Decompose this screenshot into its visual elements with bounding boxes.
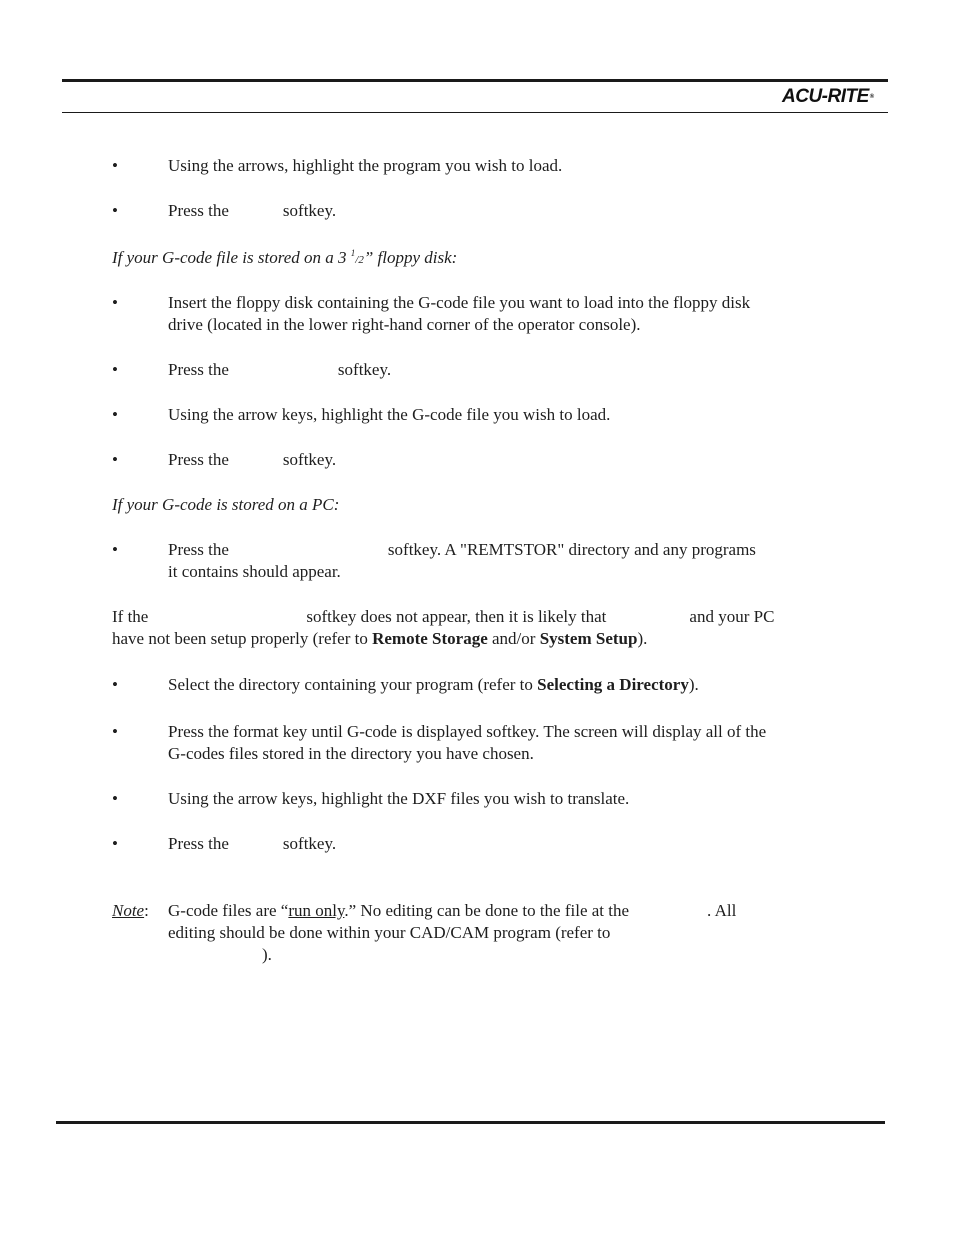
pc-note-line2: have not been setup properly (refer to Remote Storage and/or System Setup). [112, 629, 648, 648]
bullet: • [112, 405, 118, 424]
header-rule-thin [62, 112, 888, 113]
step-text: Select the directory containing your program (refer to Selecting a Directory). [168, 675, 699, 694]
pc-note-line1: If the softkey does not appear, then it is likely that and your PC [112, 607, 775, 626]
step-text-line2: it contains should appear. [168, 562, 341, 581]
step-before: Press the [168, 201, 229, 220]
bullet: • [112, 156, 118, 175]
header-rule-thick [62, 79, 888, 82]
acu-rite-logo [782, 86, 874, 108]
step-text-line1: Press the softkey. A "REMTSTOR" directory and any programs [168, 540, 756, 559]
bullet: • [112, 722, 118, 741]
registered-mark: ® [869, 94, 874, 100]
step-text: Press the softkey. [168, 450, 337, 469]
step-text: Using the arrow keys, highlight the G-code file you wish to load. [168, 405, 611, 424]
note-line1: G-code files are “run only.” No editing can be done to the file at the . All [168, 901, 737, 920]
step-text: Press the softkey. [168, 834, 337, 853]
bullet: • [112, 675, 118, 694]
bullet: • [112, 201, 118, 220]
step-text-line1: Press the format key until G-code is displayed softkey. The screen will display all of the [168, 722, 767, 741]
note-line2: editing should be done within your CAD/CAM program (refer to [168, 923, 611, 942]
bullet: • [112, 540, 118, 559]
bullet: • [112, 293, 118, 312]
pc-note-paragraph [112, 606, 842, 650]
step-text-line2: G-codes files stored in the directory you have chosen. [168, 744, 534, 763]
step-after: softkey. [282, 201, 337, 220]
logo-text: ACU-RITE [782, 86, 869, 107]
bullet: • [112, 789, 118, 808]
step-text [168, 200, 838, 222]
step-text: Using the arrow keys, highlight the DXF files you wish to translate. [168, 789, 630, 808]
pc-heading: If your G-code is stored on a PC: [112, 495, 340, 514]
note-label: Note: [112, 901, 149, 920]
bullet: • [112, 360, 118, 379]
bullet: • [112, 450, 118, 469]
step-text: Press the softkey. [168, 360, 392, 379]
footer-rule [56, 1121, 885, 1124]
floppy-heading: If your G-code file is stored on a 3 $^1$/2” floppy disk: [112, 248, 458, 267]
bullet: • [112, 834, 118, 853]
step-text: Using the arrows, highlight the program you wish to load. [168, 156, 563, 175]
note-line3: ). [262, 945, 272, 964]
step-text-line1: Insert the floppy disk containing the G-code file you want to load into the floppy disk [168, 293, 751, 312]
step-text-line2: drive (located in the lower right-hand corner of the operator console). [168, 315, 641, 334]
